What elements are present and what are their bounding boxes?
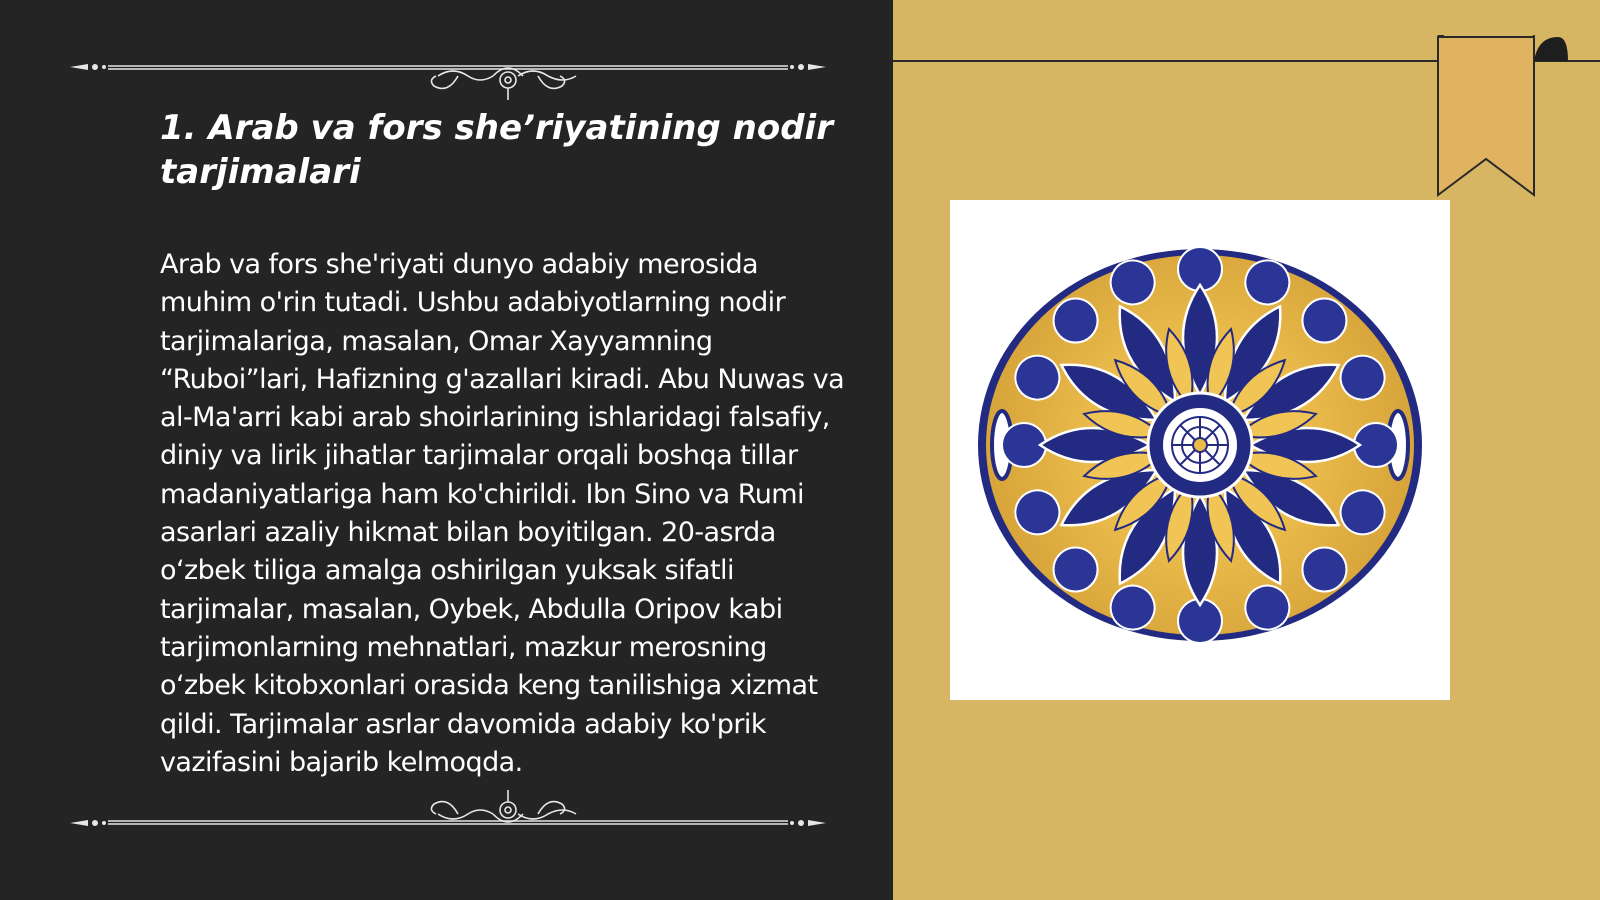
flourish-divider-icon xyxy=(68,50,828,100)
flourish-divider-icon xyxy=(68,790,828,840)
image-card xyxy=(950,200,1450,700)
mandala-tray-icon xyxy=(970,245,1430,645)
slide-body-text: Arab va fors she'riyati dunyo adabiy merosida muhim o'rin tutadi. Ushbu adabiyotlarning nodir tarjimalariga, masalan, Omar Xayyamning “Ruboi”lari, Hafizning g'azallari kiradi. Abu Nuwas va al-Ma'arri kabi arab shoirlarining ishlaridagi falsafiy, diniy va lirik jihatlar tarjimalar orqali boshqa tillar madaniyatlariga ham ko'chirildi. Ibn Sino va Rumi asarlari azaliy hikmat bilan boyitilgan. 20-asrda o‘zbek tiliga amalga oshirilgan yuksak sifatli tarjimalar, masalan, Oybek, Abdulla Oripov kabi tarjimonlarning mehnatlari, mazkur merosning o‘zbek kitobxonlari orasida keng tanilishiga xizmat qildi. Tarjimalar asrlar davomida adabiy ko'prik vazifasini bajarib kelmoqda. xyxy=(160,249,845,778)
slide-title: 1. Arab va fors she’riyatining nodir tarjimalari xyxy=(160,108,833,192)
bookmark-ribbon-icon xyxy=(1434,35,1569,200)
